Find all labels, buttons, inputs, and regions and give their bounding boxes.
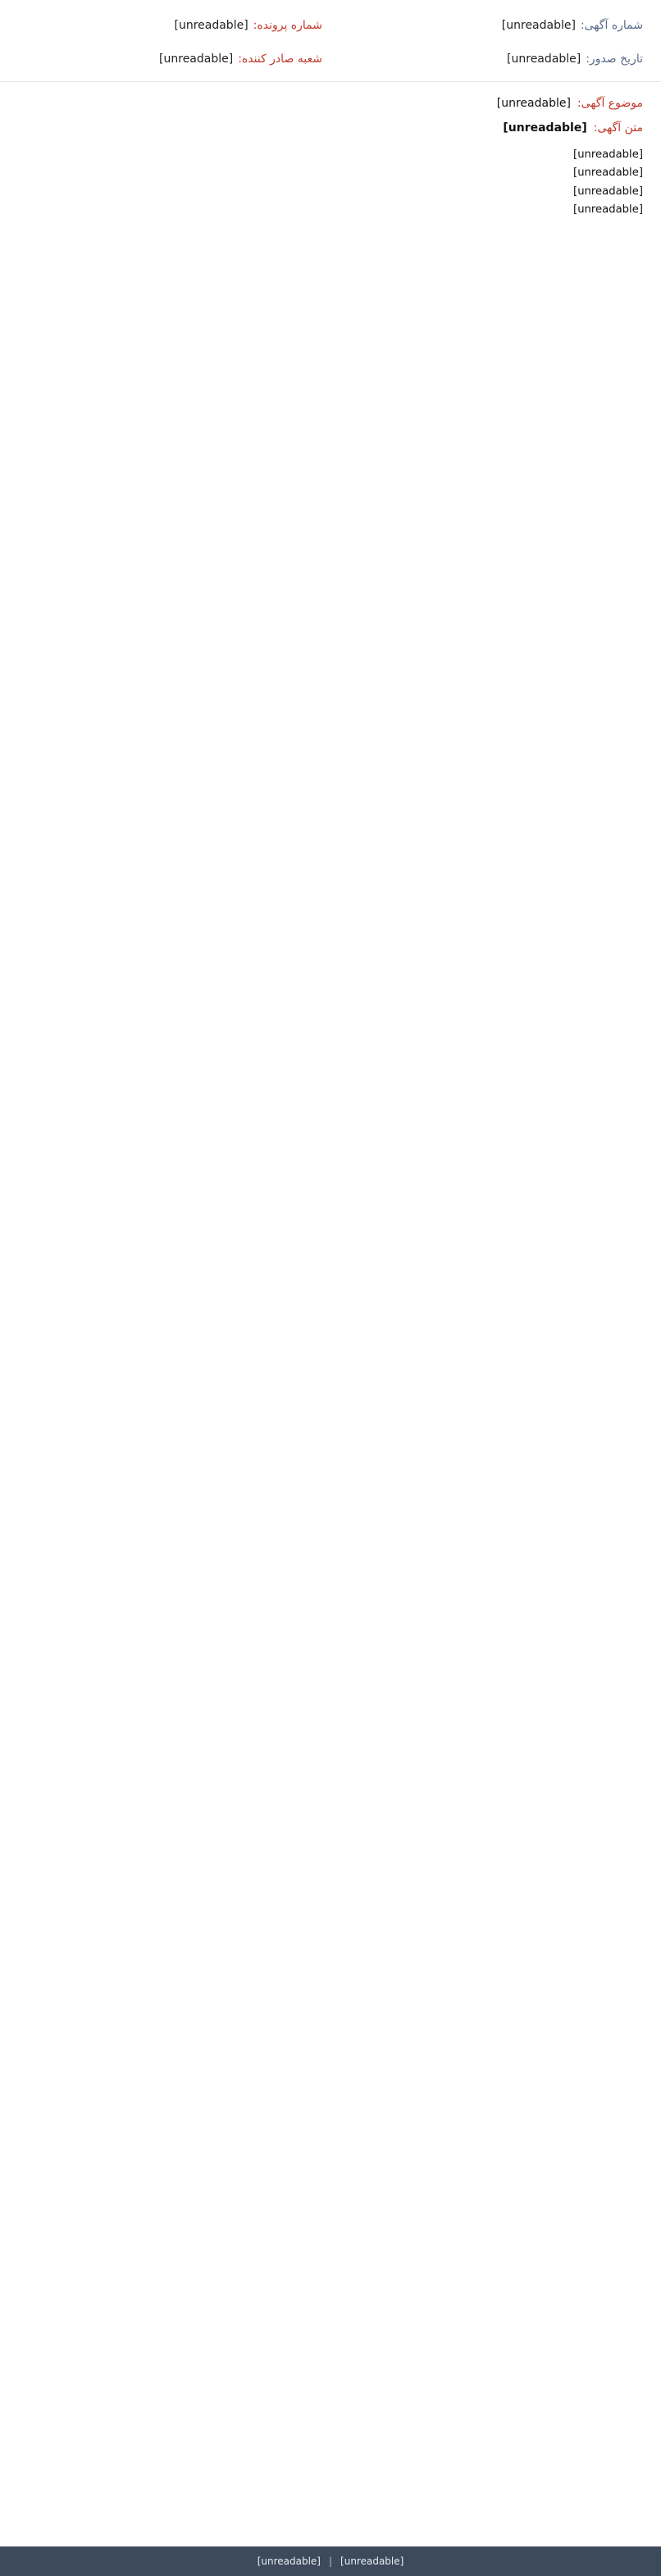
subject-row [0,82,661,115]
site-footer [0,2546,661,2576]
footer-separator: | [328,2555,333,2567]
footer-right[interactable]: [unreadable] [257,2555,321,2567]
ad-title-label: متن آگهی: [593,121,643,135]
issuer: [unreadable] [159,53,234,66]
subject-value: [unreadable] [496,97,571,110]
ad-paragraph-4: [unreadable] [573,203,643,217]
footer-left[interactable]: [unreadable] [340,2555,404,2567]
ad-number-row [339,11,643,39]
ad-title-value: [unreadable] [503,121,587,135]
issuer-label: شعبه صادر کننده: [238,53,322,66]
ad-body [0,146,661,220]
publish-date: [unreadable] [507,53,581,66]
ad-paragraph-2: [unreadable] [573,167,643,180]
issuer-row [18,46,322,74]
subject-label: موضوع آگهی: [577,97,643,110]
letter-number: [unreadable] [174,18,248,32]
ad-number-label: شماره آگهی: [580,18,643,32]
ad-number: [unreadable] [501,18,576,32]
ad-paragraph-1: [unreadable] [573,148,643,161]
ad-title-row [0,115,661,146]
publish-date-row [339,46,643,74]
ad-header [0,0,661,82]
ad-paragraph-3: [unreadable] [573,185,643,198]
letter-number-label: شماره پرونده: [253,18,322,32]
letter-number-row [18,11,322,39]
publish-date-label: تاریخ صدور: [586,53,643,66]
